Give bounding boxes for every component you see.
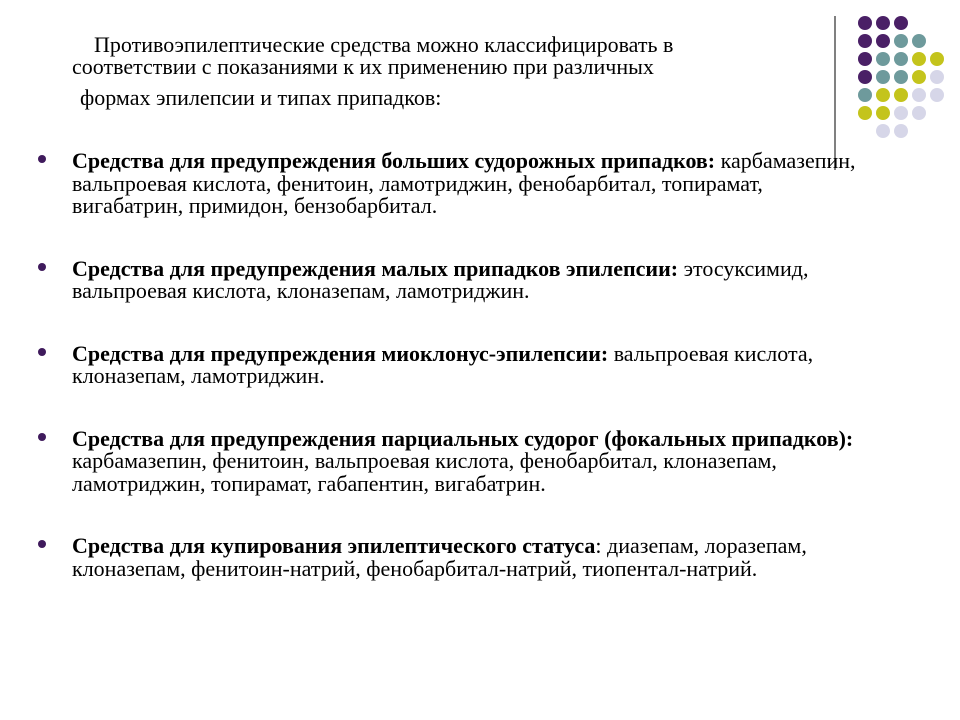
list-item	[38, 150, 878, 218]
decorative-dot	[876, 52, 890, 66]
decorative-dot	[858, 52, 872, 66]
decorative-dot	[894, 16, 908, 30]
decorative-dot	[912, 88, 926, 102]
item-text: вальпроевая кислота, клоназепам, ламотриджин.	[72, 340, 814, 388]
decorative-dot	[876, 106, 890, 120]
intro-line-1: Противоэпилептические средства можно классифицировать в	[94, 32, 674, 57]
intro-line-2: соответствии с показаниями к их применению при различных	[72, 54, 654, 79]
decorative-dot	[876, 70, 890, 84]
decorative-dot	[930, 70, 944, 84]
bullet-icon	[38, 155, 46, 163]
decorative-dot	[876, 88, 890, 102]
list-item	[38, 255, 878, 303]
decorative-dot	[858, 106, 872, 120]
decorative-dot	[912, 52, 926, 66]
item-heading: Средства для предупреждения миоклонус-эпилепсии:	[72, 340, 609, 366]
decorative-dot	[858, 70, 872, 84]
intro-line-3: формах эпилепсии и типах припадков:	[80, 85, 442, 110]
decorative-dot	[876, 34, 890, 48]
item-heading: Средства для предупреждения парциальных судорог (фокальных припадков):	[72, 425, 854, 451]
item-heading: Средства для купирования эпилептического статуса	[72, 533, 596, 558]
bullet-icon	[38, 348, 46, 356]
decorative-dot	[894, 70, 908, 84]
decorative-dot	[876, 124, 890, 138]
list-item	[38, 425, 878, 496]
decorative-dot	[912, 106, 926, 120]
decorative-dot	[894, 124, 908, 138]
decorative-dot	[858, 34, 872, 48]
list-item	[38, 340, 878, 388]
classification-list	[38, 150, 878, 580]
item-text: карбамазепин, фенитоин, вальпроевая кислота, фенобарбитал, клоназепам, ламотриджин, топирамат, габапентин, вигабатрин.	[72, 448, 777, 496]
decorative-dot	[894, 106, 908, 120]
decorative-dot	[858, 88, 872, 102]
decorative-dot	[912, 34, 926, 48]
vertical-divider	[834, 16, 836, 170]
bullet-icon	[38, 263, 46, 271]
decorative-dot	[930, 88, 944, 102]
item-text: : диазепам, лоразепам, клоназепам, фенитоин-натрий, фенобарбитал-натрий, тиопентал-натрий.	[72, 533, 807, 581]
item-text: карбамазепин, вальпроевая кислота, фенитоин, ламотриджин, фенобарбитал, топирамат, вигабатрин, примидон, бензобарбитал.	[72, 148, 856, 218]
decorative-dot	[894, 34, 908, 48]
list-item	[38, 535, 878, 580]
item-heading: Средства для предупреждения больших судорожных припадков:	[72, 148, 716, 173]
decorative-dot	[894, 88, 908, 102]
decorative-dot	[876, 16, 890, 30]
decorative-dot	[894, 52, 908, 66]
decorative-dot	[858, 16, 872, 30]
decorative-dot	[930, 52, 944, 66]
item-text: этосуксимид, вальпроевая кислота, клоназепам, ламотриджин.	[72, 255, 809, 303]
decorative-dot	[912, 70, 926, 84]
item-heading: Средства для предупреждения малых припадков эпилепсии:	[72, 255, 679, 281]
bullet-icon	[38, 540, 46, 548]
bullet-icon	[38, 433, 46, 441]
intro-paragraph	[72, 34, 812, 109]
